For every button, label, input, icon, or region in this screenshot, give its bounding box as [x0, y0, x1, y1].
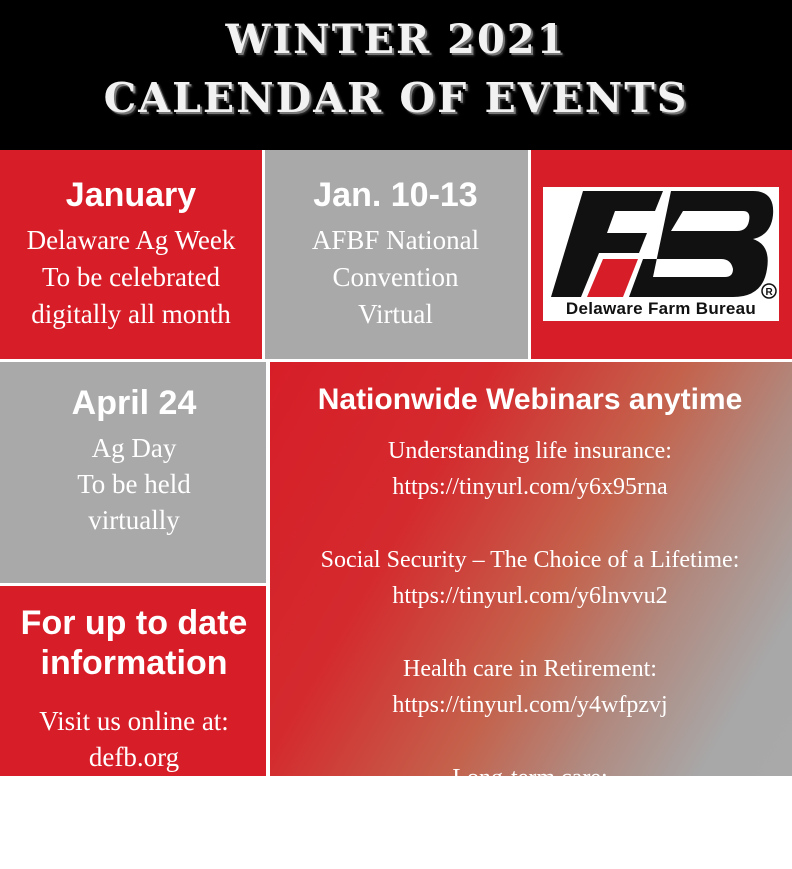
convention-title: Jan. 10-13	[313, 176, 478, 214]
january-line: To be celebrated	[41, 262, 220, 292]
april-title: April 24	[71, 384, 197, 422]
april-line: virtually	[88, 505, 180, 535]
webinar-item	[268, 760, 792, 869]
convention-line: AFBF National	[311, 225, 480, 255]
info-card	[0, 585, 268, 776]
webinars-card	[268, 360, 792, 827]
january-line: Delaware Ag Week	[26, 225, 236, 255]
webinar-link[interactable]: https://tinyurl.com/y4wfpzvj	[392, 692, 668, 718]
webinar-link[interactable]: https://tinyurl.com/y6x95rna	[392, 474, 668, 500]
info-details	[0, 703, 268, 775]
january-line: digitally all month	[31, 299, 231, 329]
webinar-list	[268, 433, 792, 869]
january-event-card	[0, 150, 262, 360]
convention-event-card	[262, 150, 529, 360]
webinar-label: Social Security – The Choice of a Lifetime:	[320, 547, 740, 573]
divider	[262, 150, 265, 360]
webinar-item	[268, 542, 792, 651]
january-title: January	[65, 176, 197, 214]
convention-details	[262, 222, 529, 333]
convention-line: Convention	[332, 262, 459, 292]
april-line: To be held	[77, 469, 191, 499]
registered-mark: R	[765, 287, 773, 298]
farm-bureau-logo	[543, 187, 779, 321]
divider	[0, 359, 792, 362]
logo-card	[529, 150, 792, 360]
header-title-line1: WINTER 2021	[225, 16, 567, 63]
webinar-label: Health care in Retirement:	[403, 656, 657, 682]
april-line: Ag Day	[91, 433, 177, 463]
webinar-label: Understanding life insurance:	[388, 438, 672, 464]
divider	[266, 360, 270, 776]
webinar-item	[268, 651, 792, 760]
info-line: Visit us online at:	[39, 706, 229, 736]
logo-caption: Delaware Farm Bureau	[565, 299, 757, 318]
divider	[528, 150, 531, 360]
convention-line: Virtual	[358, 299, 433, 329]
webinar-link[interactable]: https://tinyurl.com/y6lnvvu2	[392, 583, 668, 609]
website-link[interactable]: defb.org	[88, 742, 180, 772]
info-title	[0, 603, 268, 683]
january-details	[0, 222, 262, 333]
info-title-line: For up to date	[20, 604, 248, 642]
webinar-label: Long-term care:	[452, 765, 608, 791]
page-header	[0, 0, 792, 150]
info-title-line: information	[40, 644, 228, 682]
april-event-card	[0, 360, 268, 585]
april-details	[0, 430, 268, 538]
webinar-link[interactable]: https://tinyurl.com/y37bw3ss	[389, 801, 671, 827]
divider	[0, 583, 268, 586]
webinar-item	[268, 433, 792, 542]
header-title-line2: CALENDAR OF EVENTS	[103, 74, 689, 122]
webinars-title: Nationwide Webinars anytime	[317, 383, 743, 416]
